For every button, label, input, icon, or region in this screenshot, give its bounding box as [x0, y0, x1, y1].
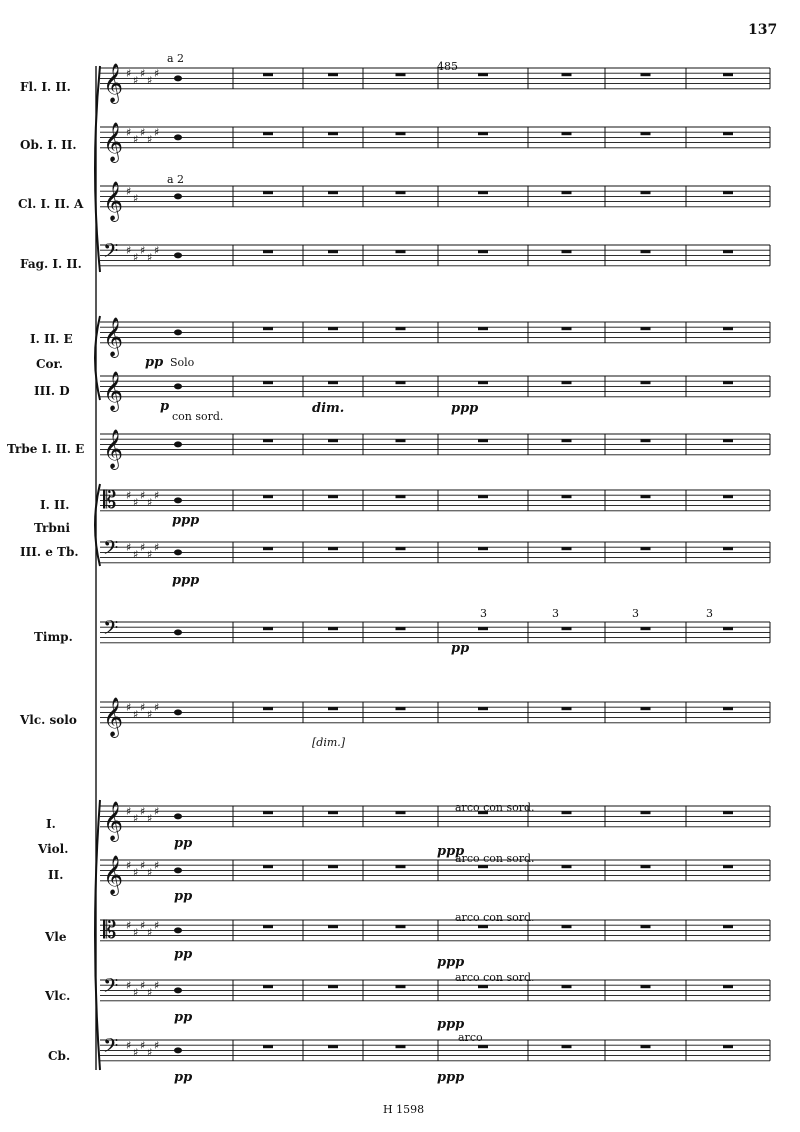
- sharp-accidental: ♯: [133, 496, 139, 509]
- label-trombones-group: Trbni: [34, 521, 71, 535]
- sharp-accidental: ♯: [147, 548, 153, 561]
- tenor-clef: 𝄡: [103, 486, 117, 514]
- triplet-mark-4: 3: [706, 607, 713, 620]
- sharp-accidental: ♯: [140, 805, 146, 818]
- label-horns-1-2: I. II. E: [30, 332, 73, 346]
- whole-rest: [328, 73, 338, 76]
- sharp-accidental: ♯: [133, 548, 139, 561]
- whole-rest: [723, 985, 733, 988]
- whole-rest: [723, 191, 733, 194]
- sharp-accidental: ♯: [154, 126, 160, 139]
- whole-rest: [328, 985, 338, 988]
- whole-rest: [478, 73, 488, 76]
- note-head: [174, 193, 182, 199]
- note-head: [174, 252, 182, 258]
- sharp-accidental: ♯: [126, 979, 132, 992]
- whole-rest: [562, 865, 572, 868]
- whole-rest: [641, 250, 651, 253]
- whole-rest: [396, 811, 406, 814]
- measure-number: 485: [437, 60, 458, 73]
- sharp-accidental: ♯: [154, 541, 160, 554]
- sharp-accidental: ♯: [154, 489, 160, 502]
- sharp-accidental: ♯: [140, 859, 146, 872]
- sharp-accidental: ♯: [126, 859, 132, 872]
- label-violins-group: Viol.: [38, 842, 69, 856]
- whole-rest: [641, 707, 651, 710]
- treble-clef: 𝄞: [103, 854, 124, 895]
- whole-rest: [263, 73, 273, 76]
- dynamic-violins-1-pp: pp: [174, 836, 193, 851]
- sharp-accidental: ♯: [126, 541, 132, 554]
- sharp-accidental: ♯: [133, 986, 139, 999]
- sharp-accidental: ♯: [147, 708, 153, 721]
- whole-rest: [396, 925, 406, 928]
- sharp-accidental: ♯: [154, 701, 160, 714]
- whole-rest: [641, 327, 651, 330]
- whole-rest: [478, 439, 488, 442]
- whole-rest: [328, 1045, 338, 1048]
- sharp-accidental: ♯: [140, 1039, 146, 1052]
- whole-rest: [562, 132, 572, 135]
- note-head: [174, 813, 182, 819]
- label-flutes: Fl. I. II.: [20, 80, 71, 94]
- label-violins-1: I.: [46, 817, 56, 831]
- bass-clef: 𝄢: [103, 1034, 119, 1062]
- treble-clef: 𝄞: [103, 121, 124, 162]
- whole-rest: [263, 707, 273, 710]
- note-head: [174, 329, 182, 335]
- whole-rest: [478, 547, 488, 550]
- whole-rest: [328, 865, 338, 868]
- whole-rest: [263, 191, 273, 194]
- dynamic-violas-pp: pp: [174, 947, 193, 962]
- whole-rest: [396, 865, 406, 868]
- marking-arco-vl2: arco con sord.: [455, 852, 535, 865]
- triplet-mark-3: 3: [632, 607, 639, 620]
- whole-rest: [562, 495, 572, 498]
- whole-rest: [641, 495, 651, 498]
- label-cello-solo: Vlc. solo: [20, 713, 77, 727]
- sharp-accidental: ♯: [147, 74, 153, 87]
- whole-rest: [263, 547, 273, 550]
- sharp-accidental: ♯: [140, 919, 146, 932]
- bass-clef: 𝄢: [103, 616, 119, 644]
- whole-rest: [263, 495, 273, 498]
- label-horns-group: Cor.: [36, 357, 63, 371]
- dynamic-cellos-pp: pp: [174, 1010, 193, 1025]
- note-head: [174, 134, 182, 140]
- whole-rest: [478, 495, 488, 498]
- marking-arco-vlc: arco con sord.: [455, 971, 535, 984]
- sharp-accidental: ♯: [147, 496, 153, 509]
- dynamic-horn-3-ppp: ppp: [451, 401, 479, 416]
- note-head: [174, 629, 182, 635]
- whole-rest: [263, 381, 273, 384]
- whole-rest: [478, 985, 488, 988]
- page-number: 137: [748, 22, 778, 38]
- label-oboes: Ob. I. II.: [20, 138, 77, 152]
- whole-rest: [562, 381, 572, 384]
- sharp-accidental: ♯: [126, 489, 132, 502]
- whole-rest: [723, 811, 733, 814]
- triplet-mark-2: 3: [552, 607, 559, 620]
- sharp-accidental: ♯: [154, 1039, 160, 1052]
- dynamic-violins-2-pp: pp: [174, 889, 193, 904]
- whole-rest: [562, 627, 572, 630]
- whole-rest: [478, 132, 488, 135]
- label-trombones-1-2: I. II.: [40, 498, 70, 512]
- bass-clef: 𝄢: [103, 974, 119, 1002]
- whole-rest: [723, 132, 733, 135]
- whole-rest: [396, 381, 406, 384]
- whole-rest: [328, 547, 338, 550]
- whole-rest: [562, 925, 572, 928]
- label-bassoons: Fag. I. II.: [20, 257, 82, 271]
- whole-rest: [641, 811, 651, 814]
- whole-rest: [263, 865, 273, 868]
- marking-arco-vl1: arco con sord.: [455, 801, 535, 814]
- marking-a2-flutes: a 2: [167, 52, 185, 65]
- label-basses: Cb.: [48, 1049, 71, 1063]
- label-horn-3: III. D: [34, 384, 70, 398]
- sharp-accidental: ♯: [154, 919, 160, 932]
- marking-arco-vle: arco con sord.: [455, 911, 535, 924]
- bass-clef: 𝄢: [103, 239, 119, 267]
- whole-rest: [263, 439, 273, 442]
- whole-rest: [641, 865, 651, 868]
- whole-rest: [478, 1045, 488, 1048]
- whole-rest: [478, 191, 488, 194]
- whole-rest: [263, 327, 273, 330]
- sharp-accidental: ♯: [133, 926, 139, 939]
- sharp-accidental: ♯: [147, 251, 153, 264]
- sharp-accidental: ♯: [140, 67, 146, 80]
- note-head: [174, 75, 182, 81]
- whole-rest: [396, 327, 406, 330]
- sharp-accidental: ♯: [147, 812, 153, 825]
- marking-solo: Solo: [170, 356, 195, 369]
- triplet-mark-1: 3: [480, 607, 487, 620]
- whole-rest: [723, 73, 733, 76]
- note-head: [174, 709, 182, 715]
- marking-dim-bracket: [dim.]: [312, 736, 346, 749]
- dynamic-horn-3-p: p: [160, 399, 170, 414]
- note-head: [174, 987, 182, 993]
- note-head: [174, 441, 182, 447]
- whole-rest: [723, 327, 733, 330]
- sharp-accidental: ♯: [126, 919, 132, 932]
- sharp-accidental: ♯: [147, 866, 153, 879]
- note-head: [174, 383, 182, 389]
- label-clarinets: Cl. I. II. A: [18, 197, 84, 211]
- sharp-accidental: ♯: [133, 74, 139, 87]
- sharp-accidental: ♯: [126, 126, 132, 139]
- whole-rest: [723, 381, 733, 384]
- dynamic-trombone-3-tuba: ppp: [172, 573, 200, 588]
- whole-rest: [396, 707, 406, 710]
- whole-rest: [263, 132, 273, 135]
- staff-system: [95, 63, 770, 1070]
- treble-clef: 𝄞: [103, 62, 124, 103]
- whole-rest: [263, 985, 273, 988]
- sharp-accidental: ♯: [154, 805, 160, 818]
- whole-rest: [723, 925, 733, 928]
- whole-rest: [562, 439, 572, 442]
- dynamic-trombones-1-2: ppp: [172, 513, 200, 528]
- whole-rest: [562, 811, 572, 814]
- whole-rest: [263, 925, 273, 928]
- whole-rest: [562, 250, 572, 253]
- whole-rest: [723, 547, 733, 550]
- sharp-accidental: ♯: [133, 866, 139, 879]
- whole-rest: [641, 73, 651, 76]
- note-head: [174, 927, 182, 933]
- whole-rest: [328, 925, 338, 928]
- whole-rest: [328, 132, 338, 135]
- sharp-accidental: ♯: [126, 185, 132, 198]
- whole-rest: [641, 627, 651, 630]
- whole-rest: [641, 439, 651, 442]
- sharp-accidental: ♯: [147, 133, 153, 146]
- sharp-accidental: ♯: [140, 701, 146, 714]
- treble-clef: 𝄞: [103, 696, 124, 737]
- whole-rest: [723, 707, 733, 710]
- marking-con-sord: con sord.: [172, 410, 224, 423]
- whole-rest: [328, 811, 338, 814]
- sharp-accidental: ♯: [126, 805, 132, 818]
- note-head: [174, 549, 182, 555]
- treble-clef: 𝄞: [103, 428, 124, 469]
- sharp-accidental: ♯: [140, 541, 146, 554]
- sharp-accidental: ♯: [133, 812, 139, 825]
- dynamic-horns-1-2: pp: [145, 355, 164, 370]
- sharp-accidental: ♯: [140, 244, 146, 257]
- whole-rest: [562, 985, 572, 988]
- whole-rest: [263, 627, 273, 630]
- whole-rest: [396, 1045, 406, 1048]
- dynamic-basses-pp: pp: [174, 1070, 193, 1085]
- treble-clef: 𝄞: [103, 370, 124, 411]
- whole-rest: [641, 547, 651, 550]
- sharp-accidental: ♯: [154, 244, 160, 257]
- whole-rest: [328, 250, 338, 253]
- whole-rest: [396, 250, 406, 253]
- whole-rest: [396, 547, 406, 550]
- whole-rest: [263, 250, 273, 253]
- treble-clef: 𝄞: [103, 800, 124, 841]
- whole-rest: [328, 439, 338, 442]
- dynamic-cellos-ppp: ppp: [437, 1017, 465, 1032]
- bass-clef: 𝄢: [103, 536, 119, 564]
- sharp-accidental: ♯: [140, 489, 146, 502]
- whole-rest: [562, 327, 572, 330]
- whole-rest: [478, 707, 488, 710]
- whole-rest: [396, 191, 406, 194]
- alto-clef: 𝄡: [103, 916, 117, 944]
- marking-arco-cb: arco: [458, 1031, 483, 1044]
- whole-rest: [396, 132, 406, 135]
- dynamic-timpani: pp: [451, 641, 470, 656]
- whole-rest: [396, 985, 406, 988]
- whole-rest: [478, 865, 488, 868]
- whole-rest: [328, 381, 338, 384]
- treble-clef: 𝄞: [103, 316, 124, 357]
- whole-rest: [478, 381, 488, 384]
- whole-rest: [396, 627, 406, 630]
- sharp-accidental: ♯: [140, 979, 146, 992]
- whole-rest: [641, 381, 651, 384]
- sharp-accidental: ♯: [133, 251, 139, 264]
- sharp-accidental: ♯: [133, 1046, 139, 1059]
- whole-rest: [478, 925, 488, 928]
- whole-rest: [263, 1045, 273, 1048]
- label-cellos: Vlc.: [45, 989, 71, 1003]
- whole-rest: [641, 191, 651, 194]
- whole-rest: [396, 439, 406, 442]
- whole-rest: [723, 250, 733, 253]
- sharp-accidental: ♯: [133, 133, 139, 146]
- sharp-accidental: ♯: [154, 979, 160, 992]
- sharp-accidental: ♯: [126, 244, 132, 257]
- whole-rest: [562, 73, 572, 76]
- label-violas: Vle: [45, 930, 67, 944]
- whole-rest: [562, 547, 572, 550]
- whole-rest: [641, 132, 651, 135]
- label-timpani: Timp.: [34, 630, 73, 644]
- whole-rest: [562, 1045, 572, 1048]
- whole-rest: [328, 191, 338, 194]
- sharp-accidental: ♯: [154, 859, 160, 872]
- sharp-accidental: ♯: [147, 986, 153, 999]
- sharp-accidental: ♯: [140, 126, 146, 139]
- whole-rest: [723, 1045, 733, 1048]
- label-trombone-3-tuba: III. e Tb.: [20, 545, 79, 559]
- whole-rest: [478, 627, 488, 630]
- label-violins-2: II.: [48, 868, 64, 882]
- note-head: [174, 867, 182, 873]
- dynamic-basses-ppp: ppp: [437, 1070, 465, 1085]
- whole-rest: [723, 439, 733, 442]
- whole-rest: [396, 495, 406, 498]
- sharp-accidental: ♯: [133, 708, 139, 721]
- whole-rest: [328, 495, 338, 498]
- whole-rest: [328, 707, 338, 710]
- sharp-accidental: ♯: [147, 926, 153, 939]
- dynamic-violas-ppp: ppp: [437, 955, 465, 970]
- marking-dim: dim.: [312, 401, 345, 416]
- whole-rest: [641, 1045, 651, 1048]
- whole-rest: [328, 327, 338, 330]
- sharp-accidental: ♯: [154, 67, 160, 80]
- marking-a2-clarinets: a 2: [167, 173, 185, 186]
- whole-rest: [562, 707, 572, 710]
- sharp-accidental: ♯: [126, 701, 132, 714]
- whole-rest: [478, 327, 488, 330]
- label-trumpets: Trbe I. II. E: [7, 442, 85, 456]
- note-head: [174, 1047, 182, 1053]
- whole-rest: [328, 627, 338, 630]
- whole-rest: [723, 627, 733, 630]
- whole-rest: [723, 495, 733, 498]
- sharp-accidental: ♯: [126, 1039, 132, 1052]
- note-head: [174, 497, 182, 503]
- whole-rest: [396, 73, 406, 76]
- whole-rest: [263, 811, 273, 814]
- whole-rest: [641, 985, 651, 988]
- dynamic-violins-1-ppp: ppp: [437, 844, 465, 859]
- whole-rest: [478, 250, 488, 253]
- sharp-accidental: ♯: [133, 192, 139, 205]
- whole-rest: [641, 925, 651, 928]
- whole-rest: [562, 191, 572, 194]
- sharp-accidental: ♯: [126, 67, 132, 80]
- treble-clef: 𝄞: [103, 180, 124, 221]
- whole-rest: [723, 865, 733, 868]
- footer-plate-number: H 1598: [383, 1103, 425, 1116]
- sharp-accidental: ♯: [147, 1046, 153, 1059]
